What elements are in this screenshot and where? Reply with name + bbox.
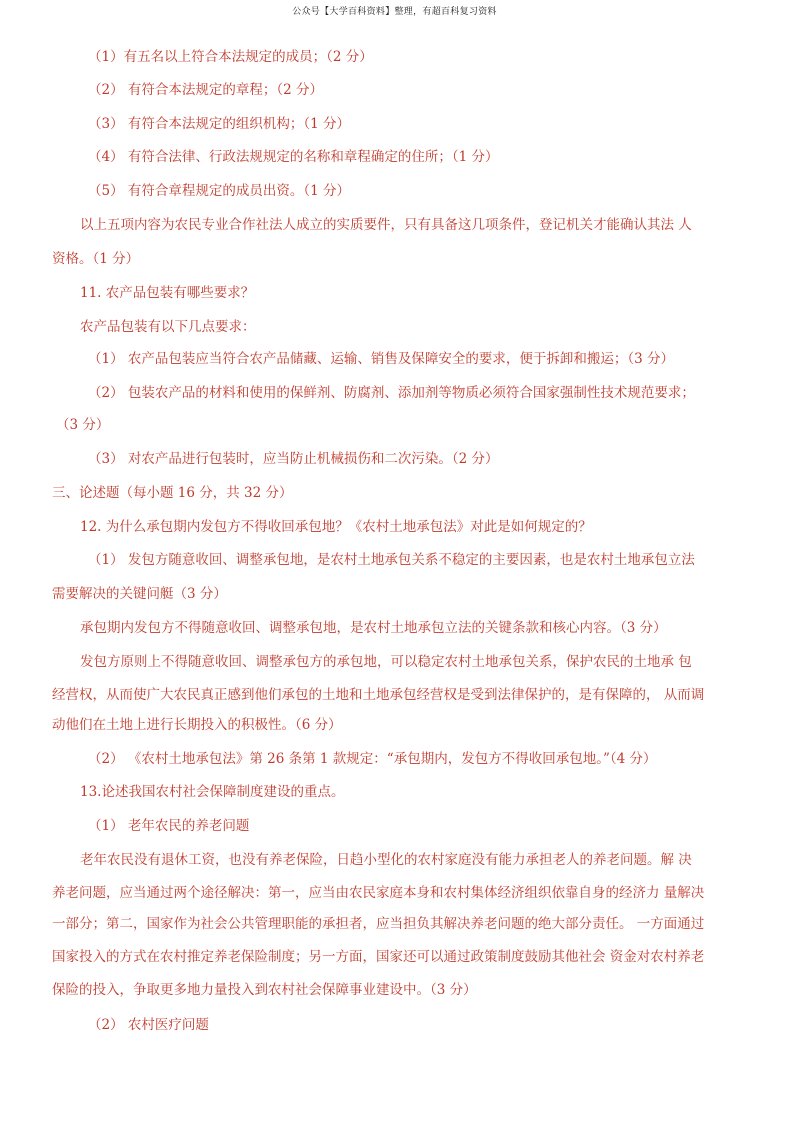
text-line: 资格。（1 分） [52, 251, 140, 267]
text-line: （1） 农产品包装应当符合农产品储藏、运输、销售及保障安全的要求，便于拆卸和搬运；（3 分） [88, 351, 675, 367]
question-title: 12. 为什么承包期内发包方不得收回承包地？《农村土地承包法》对此是如何规定的？ [80, 519, 592, 535]
text-line: 农产品包装有以下几点要求： [80, 319, 256, 335]
text-line: （4） 有符合法律、行政法规规定的名称和章程确定的住所；（1 分） [88, 149, 499, 165]
page-header: 公众号【大学百科资料】整理，有超百科复习资料 [292, 7, 497, 17]
text-line: （3） 对农产品进行包装时，应当防止机械损伤和二次污染。（2 分） [88, 451, 499, 467]
text-line: （2） 有符合本法规定的章程；（2 分） [88, 82, 324, 98]
text-line: 动他们在土地上进行长期投入的积极性。（6 分） [52, 717, 342, 733]
text-line: （2） 农村医疗问题 [88, 1017, 209, 1033]
text-line: （3 分） [56, 417, 110, 433]
text-line: 11. 农产品包装有哪些要求？ [80, 285, 255, 301]
text-line: （5） 有符合章程规定的成员出资。（1 分） [88, 183, 351, 199]
text-line: （1） 老年农民的养老问题 [88, 818, 250, 834]
section-heading: 三、论述题（每小题 16 分，共 32 分） [52, 485, 293, 501]
text-line: 以上五项内容为农民专业合作社法人成立的实质要件，只有具备这几项条件，登记机关才能确认其法 人 [80, 217, 692, 233]
text-line: （1）有五名以上符合本法规定的成员；（2 分） [88, 49, 373, 65]
text-line: 老年农民没有退休工资，也没有养老保险，日趋小型化的农村家庭没有能力承担老人的养老问题。解 决 [80, 852, 692, 868]
text-line: 养老问题，应当通过两个途径解决：第一，应当由农民家庭本身和农村集体经济组织依靠自身的经济力 量解决 [52, 885, 705, 901]
text-line: 保险的投入，争取更多地力量投入到农村社会保障事业建设中。（3 分） [52, 982, 477, 998]
text-line: （1） 发包方随意收回、调整承包地，是农村土地承包关系不稳定的主要因素，也是农村土地承包立法 [88, 552, 695, 568]
text-line: 承包期内发包方不得随意收回、调整承包地，是农村土地承包立法的关键条款和核心内容。（3 分） [80, 620, 667, 636]
text-line: （2） 包装农产品的材料和使用的保鲜剂、防腐剂、添加剂等物质必须符合国家强制性技术规范要求； [88, 385, 695, 401]
text-line: （2） 《农村土地承包法》第 26 条第 1 款规定：“承包期内，发包方不得收回承包地。”（4 分） [88, 751, 657, 767]
text-line: 发包方原则上不得随意收回、调整承包方的承包地，可以稳定农村土地承包关系，保护农民的土地承 包 [80, 654, 692, 670]
text-line: 国家投入的方式在农村推定养老保险制度；另一方面，国家还可以通过政策制度鼓励其他社会 资金对农村养老 [52, 949, 705, 965]
text-line: 经营权，从而使广大农民真正感到他们承包的土地和土地承包经营权是受到法律保护的，是有保障的， 从而调 [52, 687, 705, 703]
text-line: 需要解决的关键问艇（3 分） [52, 586, 227, 602]
text-line: （3） 有符合本法规定的组织机构；（1 分） [88, 116, 351, 132]
text-line: 一部分；第二，国家作为社会公共管理职能的承担者，应当担负其解决养老问题的绝大部分责任。 一方面通过 [52, 916, 705, 932]
question-title: 13.论述我国农村社会保障制度建设的重点。 [80, 784, 345, 800]
